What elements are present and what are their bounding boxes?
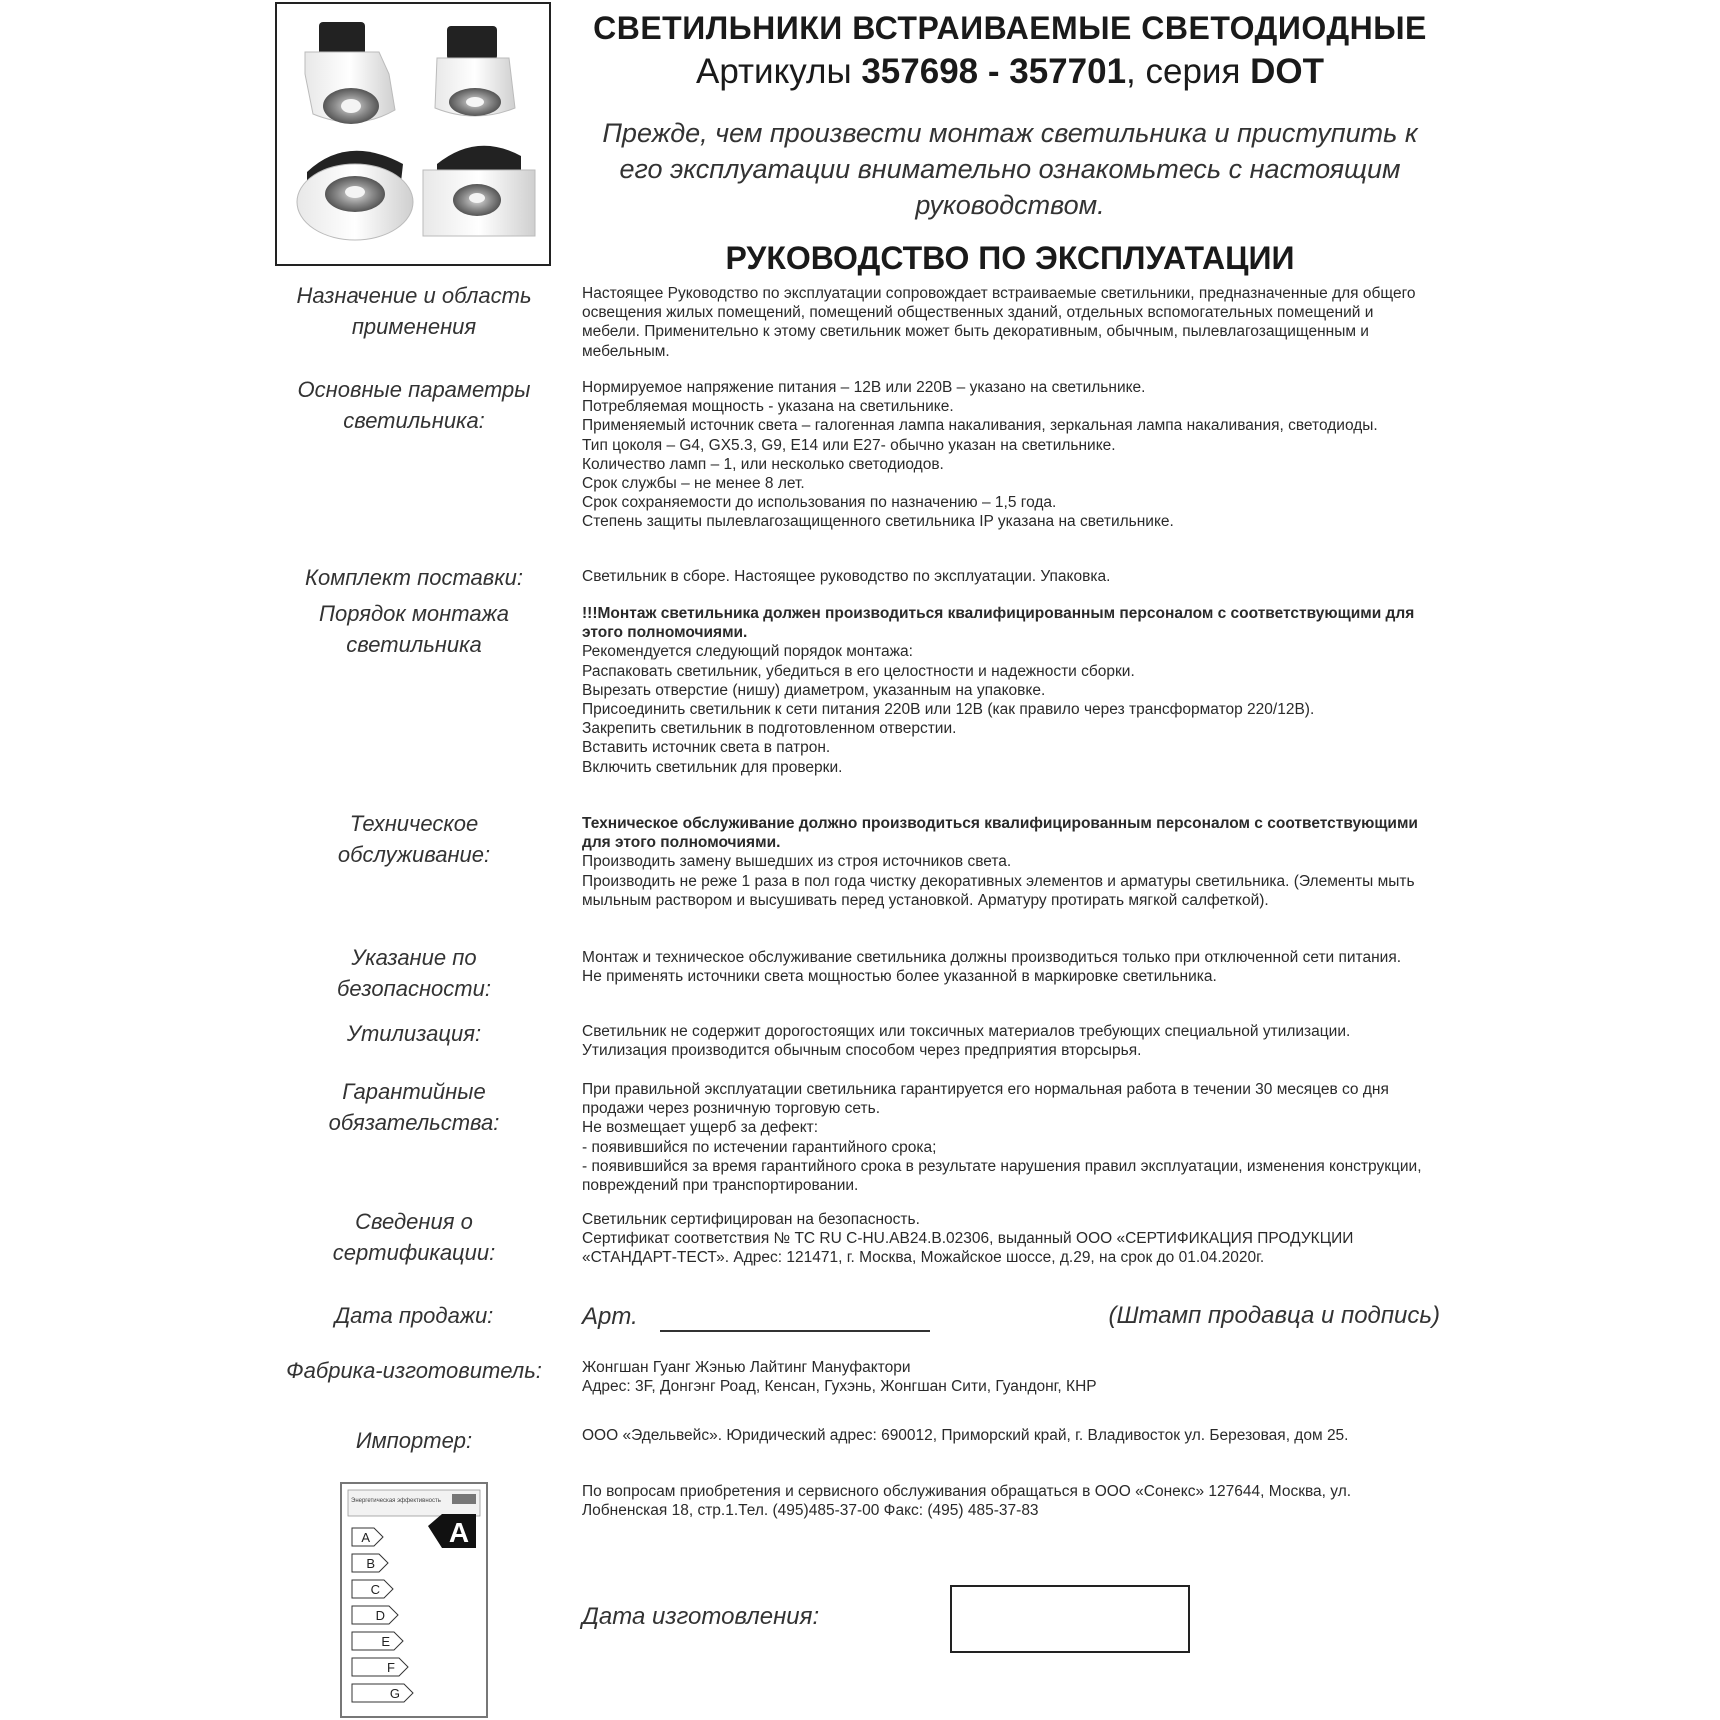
params-line: Тип цоколя – G4, GX5.3, G9, E14 или E27- обычно указан на светильнике. [582,436,1116,454]
kit-line: Светильник в сборе. Настоящее руководство по эксплуатации. Упаковка. [582,568,1111,585]
params-line: Срок сохраняемости до использования по назначению – 1,5 года. [582,494,1057,512]
sale-date-label: Дата продажи: [334,1303,494,1328]
certification-text [582,1210,1432,1268]
install-line: Закрепить светильник в подготовленном отверстии. [582,720,957,738]
article-numbers: 357698 - 357701 [861,52,1127,91]
manufacture-date-label: Дата изготовления: [582,1603,820,1630]
energy-class-letter: A [448,1517,470,1548]
maintenance-line: Производить замену вышедших из строя источников света. [582,853,1012,871]
disposal-label: Утилизация: [346,1021,482,1046]
series-prefix: , серия [1126,52,1251,91]
install-line: Присоединить светильник к сети питания 220В или 12В (как правило через трансформатор 220/12В). [582,701,1315,719]
articles-prefix: Артикулы [695,52,862,91]
install-line: Включить светильник для проверки. [582,758,843,776]
warranty-label: Гарантийные обязательства: [328,1079,500,1135]
service-text [582,1482,1432,1520]
energy-grade-letter: A [361,1530,370,1545]
kit-label: Комплект поставки: [305,565,523,590]
maintenance-warning: Техническое обслуживание должно производиться квалифицированным персоналом с соответствующими для этого полномочиями. [582,815,1418,852]
energy-grade-letter: D [375,1608,385,1623]
params-label: Основные параметры светильника: [297,377,531,433]
seller-stamp-caption: (Штамп продавца и подпись) [1108,1302,1440,1329]
safety-label: Указание по безопасности: [337,945,491,1001]
certification-line: Светильник сертифицирован на безопасность. [582,1211,920,1228]
params-text [582,378,1432,532]
install-line: Вырезать отверстие (нишу) диаметром, указанным на упаковке. [582,681,1046,699]
energy-grade-bar [352,1632,403,1650]
energy-label-header: Энергетическая эффективность [351,1498,441,1504]
energy-grade-letter: B [366,1556,375,1571]
disposal-line: Светильник не содержит дорогостоящих или токсичных материалов требующих специальной утилизации. Утилизация производится обычным способом через предприятия вторсырья. [582,1023,1351,1060]
manual-title: РУКОВОДСТВО ПО ЭКСПЛУАТАЦИИ [725,240,1295,276]
certification-label: Сведения о сертификации: [332,1209,496,1265]
article-field-label: Арт. [582,1303,638,1330]
warranty-line: При правильной эксплуатации светильника гарантируется его нормальная работа в течении 30 месяцев со дня продажи через розничную торговую сеть. [582,1081,1389,1118]
safety-text [582,948,1432,986]
params-line: Количество ламп – 1, или несколько светодиодов. [582,455,944,473]
manufacturer-label: Фабрика-изготовитель: [286,1358,542,1383]
article-field-line [660,1330,930,1332]
manufacturer-text [582,1358,1432,1396]
energy-grade-letter: E [381,1634,390,1649]
params-line: Применяемый источник света – галогенная лампа накаливания, зеркальная лампа накаливания, светодиоды. [582,417,1378,435]
install-line: Распаковать светильник, убедиться в его целостности и надежности сборки. [582,662,1135,680]
series-name: DOT [1250,52,1325,91]
maintenance-label: Техническое обслуживание: [337,811,491,867]
purpose-line: Настоящее Руководство по эксплуатации сопровождает встраиваемые светильники, предназначенные для общего освещения жилых помещений, помещений общественных зданий, отдельных вспомогательных помещений и мебели. Применительно к этому светильник может быть декоративным, обычным, пылевлагозащищенным и мебельным. [582,285,1416,360]
safety-line: Монтаж и техническое обслуживание светильника должны производиться только при отключенной сети питания. [582,949,1402,966]
safety-line: Не применять источники света мощностью более указанной в маркировке светильника. [582,968,1217,986]
install-text [582,604,1432,777]
energy-grade-letter: F [387,1660,395,1675]
params-line: Степень защиты пылевлагозащищенного светильника IP указана на светильнике. [582,513,1174,531]
intro-note: Прежде, чем произвести монтаж светильника и приступить к его эксплуатации внимательно ознакомьтесь с настоящим руководством. [602,118,1418,220]
maintenance-text [582,814,1432,910]
install-line: Вставить источник света в патрон. [582,739,831,757]
purpose-text [582,284,1432,361]
manufacturer-line: Жонгшан Гуанг Жэнью Лайтинг Мануфактори [582,1359,911,1376]
document-title: СВЕТИЛЬНИКИ ВСТРАИВАЕМЫЕ СВЕТОДИОДНЫЕ [593,10,1427,46]
warranty-text [582,1080,1432,1195]
manufacture-date-box [950,1585,1190,1653]
warranty-line: - появившийся по истечении гарантийного срока; [582,1138,937,1156]
energy-grade-letter: G [389,1686,400,1701]
install-warning: !!!Монтаж светильника должен производиться квалифицированным персоналом с соответствующими для этого полномочиями. [582,605,1415,642]
energy-class-marker [428,1514,476,1548]
service-line: По вопросам приобретения и сервисного обслуживания обращаться в ООО «Сонекс» 127644, Москва, ул. Лобненская 18, стр.1.Тел. (495)485-37-00 Факс: (495) 485-37-83 [582,1483,1352,1520]
warranty-line: - появившийся за время гарантийного срока в результате нарушения правил эксплуатации, изменения конструкции, повреждений при транспортировании. [582,1157,1422,1195]
manufacturer-line: Адрес: 3F, Донгэнг Роад, Кенсан, Гухэнь, Жонгшан Сити, Гуандонг, КНР [582,1378,1097,1396]
energy-grade-bar [352,1658,408,1676]
importer-text [582,1426,1432,1445]
warranty-line: Не возмещает ущерб за дефект: [582,1119,819,1137]
purpose-label: Назначение и область применения [296,283,532,339]
energy-efficiency-label [340,1482,488,1718]
params-line: Срок службы – не менее 8 лет. [582,475,805,493]
energy-grade-bar [352,1684,413,1702]
params-line: Потребляемая мощность - указана на светильнике. [582,398,954,416]
kit-text [582,567,1432,586]
disposal-text [582,1022,1432,1060]
certification-line: Сертификат соответствия № ТС RU C-HU.АВ24.В.02306, выданный ООО «СЕРТИФИКАЦИЯ ПРОДУКЦИИ «СТАНДАРТ-ТЕСТ». Адрес: 121471, г. Москва, Можайское шоссе, д.29, на срок до 01.04.2020г. [582,1230,1354,1267]
maintenance-line: Производить не реже 1 раза в пол года чистку декоративных элементов и арматуры светильника. (Элементы мыть мыльным раствором и высушивать перед установкой. Арматуру протирать мягкой салфеткой). [582,872,1415,909]
energy-grade-letter: C [370,1582,380,1597]
importer-label: Импортер: [355,1428,473,1453]
install-label: Порядок монтажа светильника [319,601,509,657]
importer-line: ООО «Эдельвейс». Юридический адрес: 690012, Приморский край, г. Владивосток ул. Березовая, дом 25. [582,1427,1349,1444]
product-photo [275,2,551,266]
params-line: Нормируемое напряжение питания – 12В или 220В – указано на светильнике. [582,379,1146,396]
install-line: Рекомендуется следующий порядок монтажа: [582,643,913,661]
articles-line [560,52,1460,92]
